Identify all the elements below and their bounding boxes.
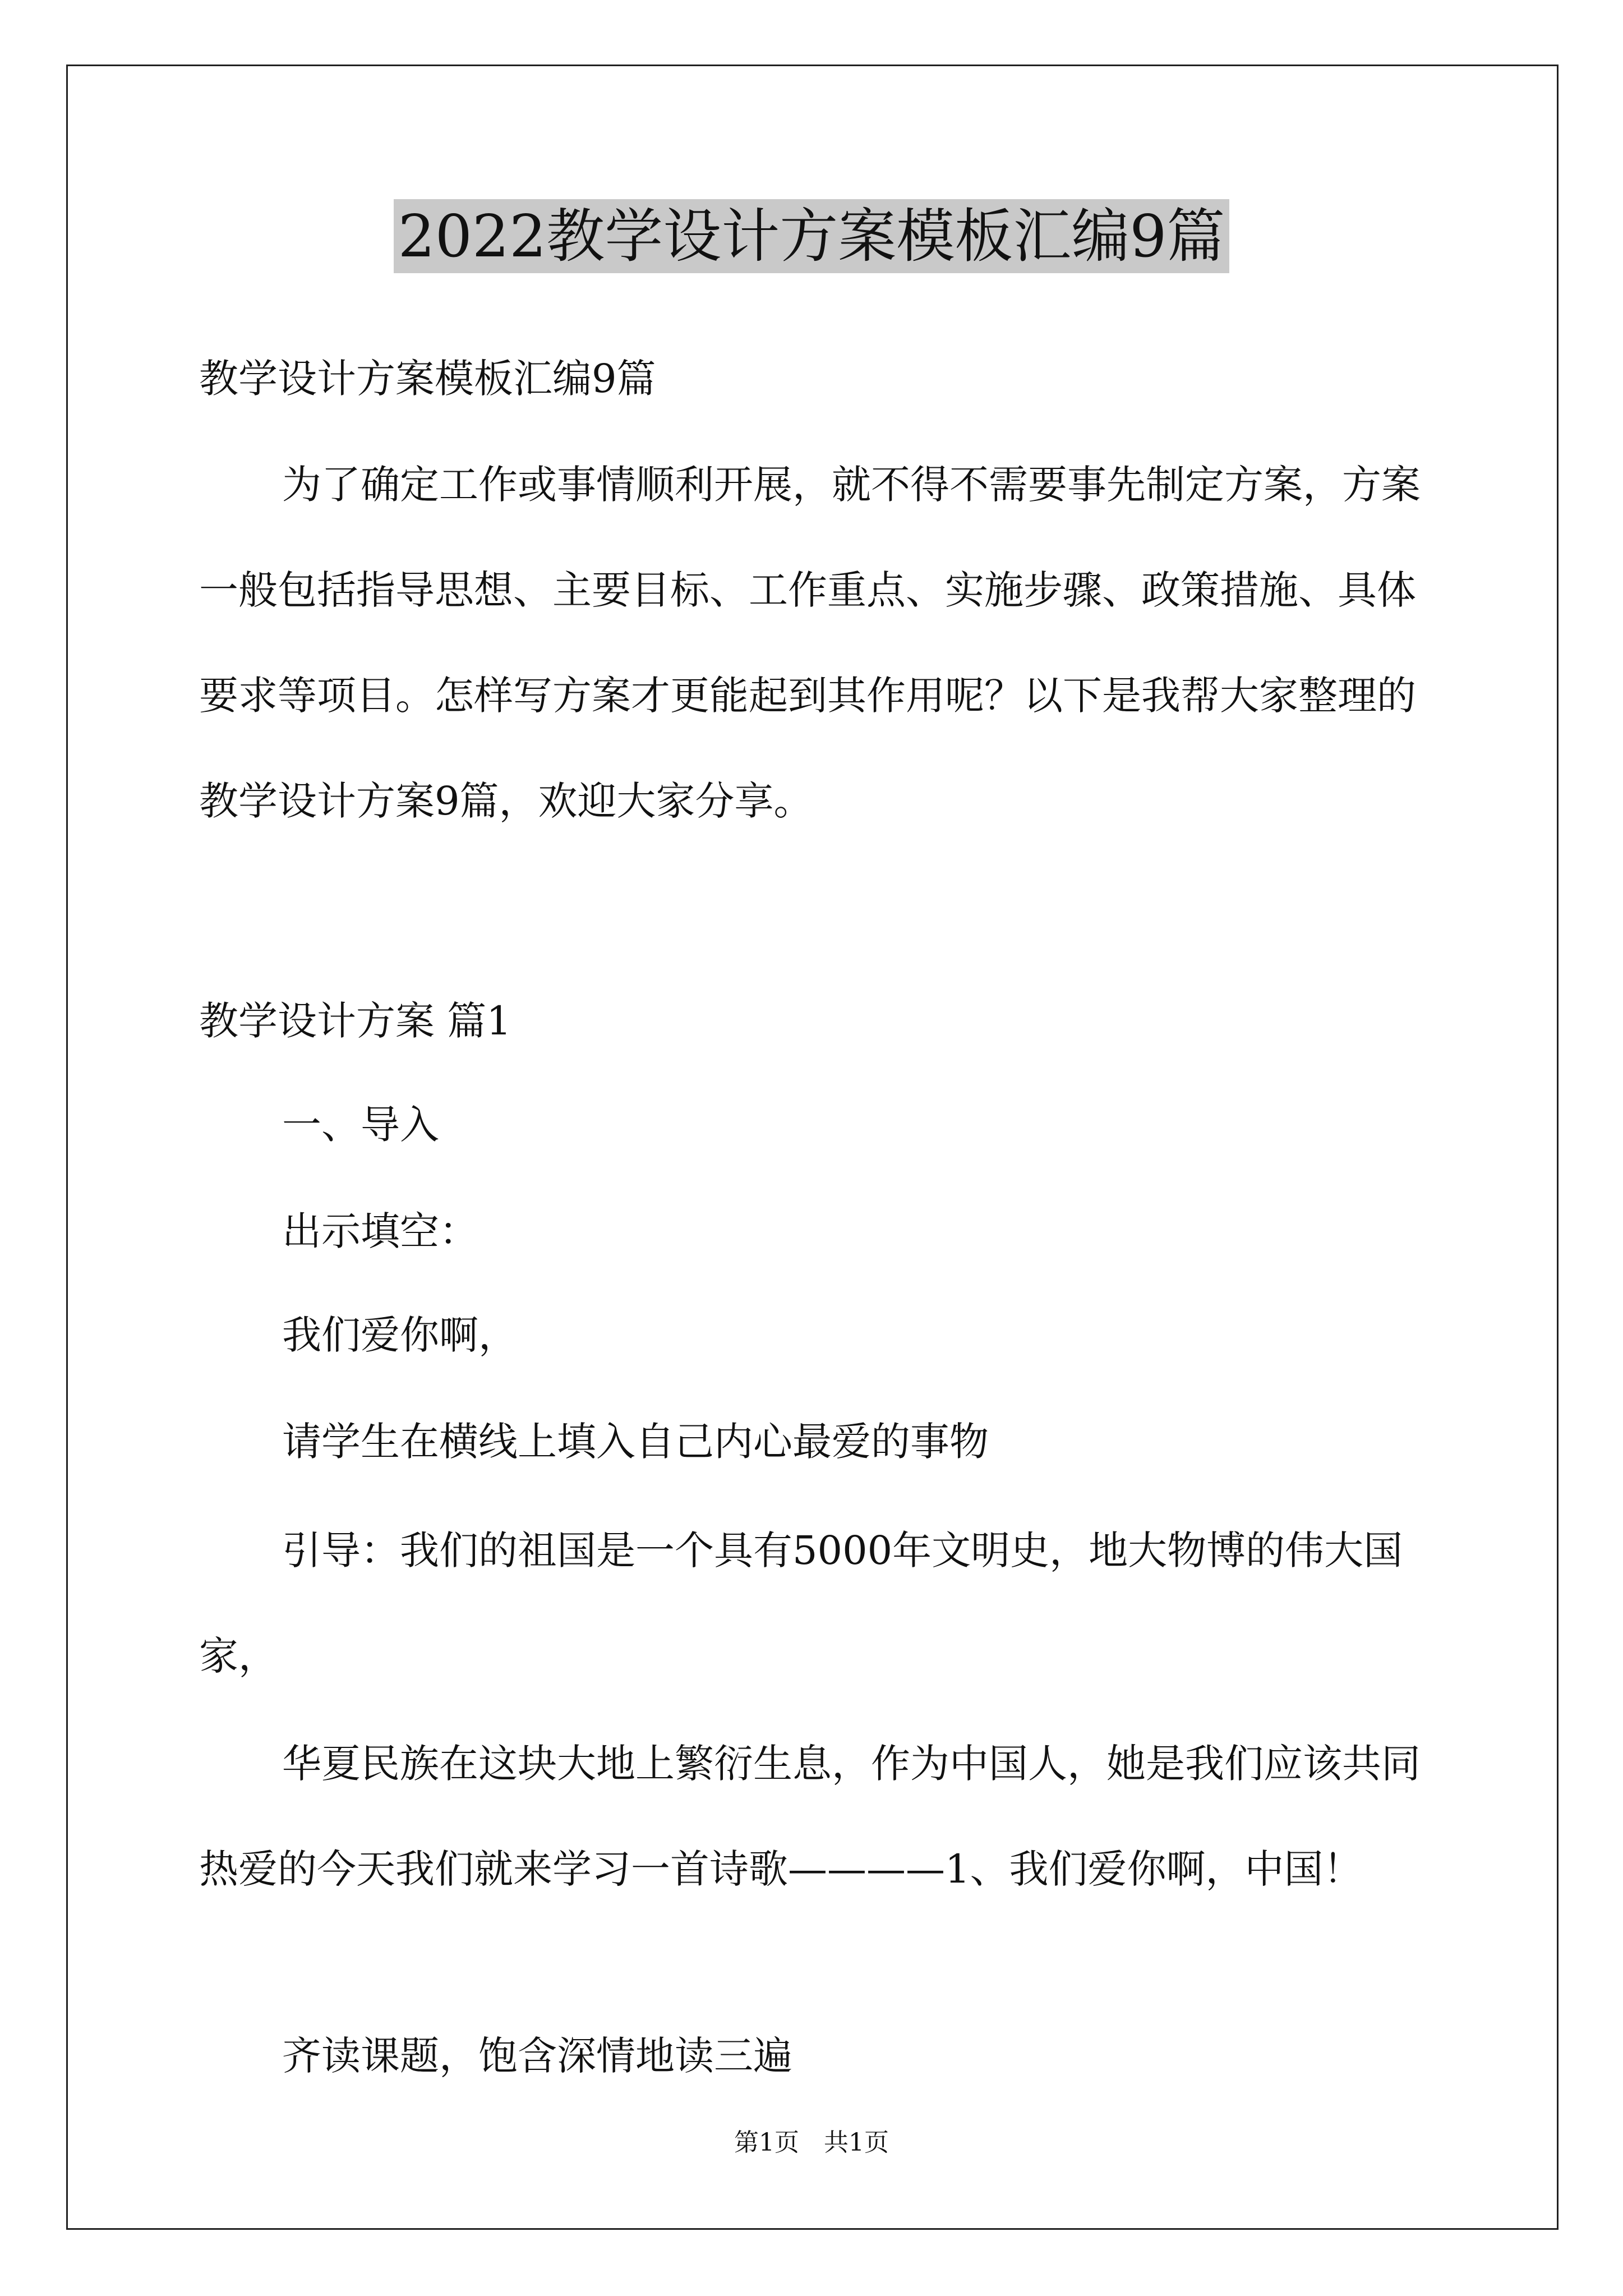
paragraph-huaxia: 华夏民族在这块大地上繁衍生息，作为中国人，她是我们应该共同热爱的今天我们就来学习一首诗歌————1、我们爱你啊，中国！ [199, 1741, 1421, 1892]
text-line-instruction: 请学生在横线上填入自己内心最爱的事物 [282, 1419, 989, 1465]
text-line-women-ai: 我们爱你啊， [282, 1312, 518, 1358]
outline-item-daoru: 一、导入 [282, 1102, 439, 1148]
title-container [0, 199, 1623, 273]
page-footer: 第1页 共1页 [734, 2128, 889, 2157]
intro-paragraph: 为了确定工作或事情顺利开展，就不得不需要事先制定方案，方案一般包括指导思想、主要目标、工作重点、实施步骤、政策措施、具体要求等项目。怎样写方案才更能起到其作用呢？以下是我帮大家整理的教学设计方案9篇，欢迎大家分享。 [199, 462, 1421, 824]
text-line-qidu: 齐读课题，饱含深情地读三遍 [282, 2033, 792, 2079]
paragraph-yindao: 引导：我们的祖国是一个具有5000年文明史，地大物博的伟大国家， [199, 1527, 1403, 1679]
document-title: 2022教学设计方案模板汇编9篇 [394, 199, 1230, 273]
document-subtitle: 教学设计方案模板汇编9篇 [199, 356, 656, 402]
text-line-chushi: 出示填空： [282, 1208, 478, 1254]
section-heading: 教学设计方案 篇1 [199, 998, 511, 1044]
